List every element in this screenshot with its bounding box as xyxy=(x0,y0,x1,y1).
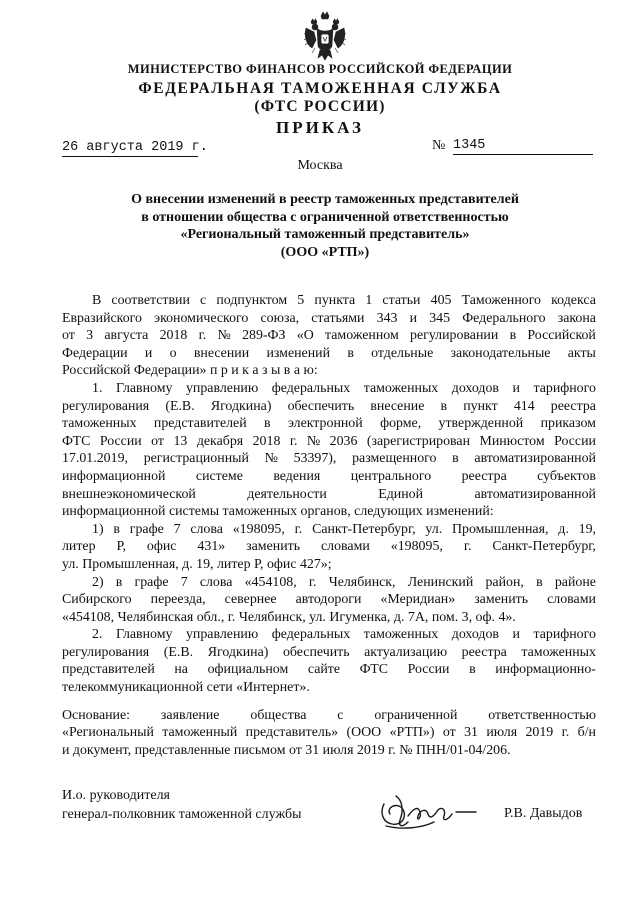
order-title xyxy=(60,191,590,261)
signatory-role-line: генерал-полковник таможенной службы xyxy=(62,807,302,822)
title-line: «Региональный таможенный представитель» xyxy=(180,227,470,242)
signatory-role xyxy=(62,786,301,824)
text-line: телекоммуникационной сети «Интернет». xyxy=(62,680,310,696)
signatory-role-line: И.о. руководителя xyxy=(62,788,171,803)
text-line: 17.01.2019, регистрационный № 53397), размещенного в автоматизированной xyxy=(62,451,596,467)
text-line: Российской Федерации» п р и к а з ы в а ю: xyxy=(62,363,318,379)
order-date: 26 августа 2019 г. xyxy=(62,140,208,155)
text-line: представителей на официальном сайте ФТС России в информационно- xyxy=(62,662,596,678)
city: Москва xyxy=(297,158,343,173)
document-type: ПРИКАЗ xyxy=(276,118,364,137)
text-line: ФТС России от 13 декабря 2018 г. № 2036 (зарегистрирован Минюстом России xyxy=(62,433,596,449)
order-number: 1345 xyxy=(453,138,593,155)
text-line: Федерации и о внесении изменений в отдельные законодательные акты xyxy=(62,345,596,361)
text-line: от 3 августа 2018 г. № 289-ФЗ «О таможенном регулировании в Российской xyxy=(62,328,596,344)
text-line: Евразийского экономического союза, статьями 343 и 345 Федерального закона xyxy=(62,310,596,326)
order-body xyxy=(62,292,596,759)
text-line: ул. Промышленная, д. 19, литер Р, офис 427»; xyxy=(62,556,332,572)
text-line: регулирования (Е.В. Ягодкина) обеспечить внесение в пункт 414 реестра xyxy=(62,398,596,414)
service-name: ФЕДЕРАЛЬНАЯ ТАМОЖЕННАЯ СЛУЖБА xyxy=(138,80,502,97)
handwritten-signature xyxy=(372,786,482,836)
title-line: О внесении изменений в реестр таможенных представителей xyxy=(131,192,519,207)
text-line: Основание: заявление общества с ограниченной ответственностью xyxy=(62,707,596,723)
text-line: информационной системе ведения центрального реестра субъектов xyxy=(62,468,596,484)
text-line: «454108, Челябинская обл., г. Челябинск, ул. Игуменка, д. 7А, пом. 3, оф. 4». xyxy=(62,609,516,625)
text-line: 2. Главному управлению федеральных таможенных доходов и тарифного xyxy=(92,627,596,643)
order-number-sign: № xyxy=(432,138,446,153)
signatory-name: Р.В. Давыдов xyxy=(504,806,583,821)
text-line: «Региональный таможенный представитель» (ООО «РТП») от 31 июля 2019 г. б/н xyxy=(62,725,596,741)
text-line: 1. Главному управлению федеральных таможенных доходов и тарифного xyxy=(92,380,596,396)
text-line: Сибирского переезда, севернее автодороги «Меридиан» заменить словами xyxy=(62,592,596,608)
paragraph-gap xyxy=(62,697,596,707)
title-line: в отношении общества с ограниченной ответственностью xyxy=(141,209,509,225)
service-abbreviation: (ФТС РОССИИ) xyxy=(254,98,386,115)
text-line: и документ, представленные письмом от 31 июля 2019 г. № ПНН/01-04/206. xyxy=(62,742,511,758)
text-line: информационной системы таможенных органов, следующих изменений: xyxy=(62,504,494,520)
text-line: регулирования (Е.В. Ягодкина) обеспечить актуализацию реестра таможенных xyxy=(62,644,596,660)
title-line: (ООО «РТП») xyxy=(280,244,370,260)
text-line: литер Р, офис 431» заменить словами «198095, г. Санкт-Петербург, xyxy=(62,539,596,555)
text-line: внешнеэкономической деятельности Единой автоматизированной xyxy=(62,486,596,502)
text-line: 1) в графе 7 слова «198095, г. Санкт-Петербург, ул. Промышленная, д. 19, xyxy=(92,521,596,537)
text-line: В соответствии с подпунктом 5 пункта 1 статьи 405 Таможенного кодекса xyxy=(92,293,596,308)
text-line: 2) в графе 7 слова «454108, г. Челябинск, Ленинский район, в районе xyxy=(92,574,596,590)
ministry-name: МИНИСТЕРСТВО ФИНАНСОВ РОССИЙСКОЙ ФЕДЕРАЦИИ xyxy=(127,62,513,76)
double-headed-eagle-icon xyxy=(302,10,348,62)
text-line: таможенных представителей в электронной форме, утвержденной приказом xyxy=(62,416,596,432)
